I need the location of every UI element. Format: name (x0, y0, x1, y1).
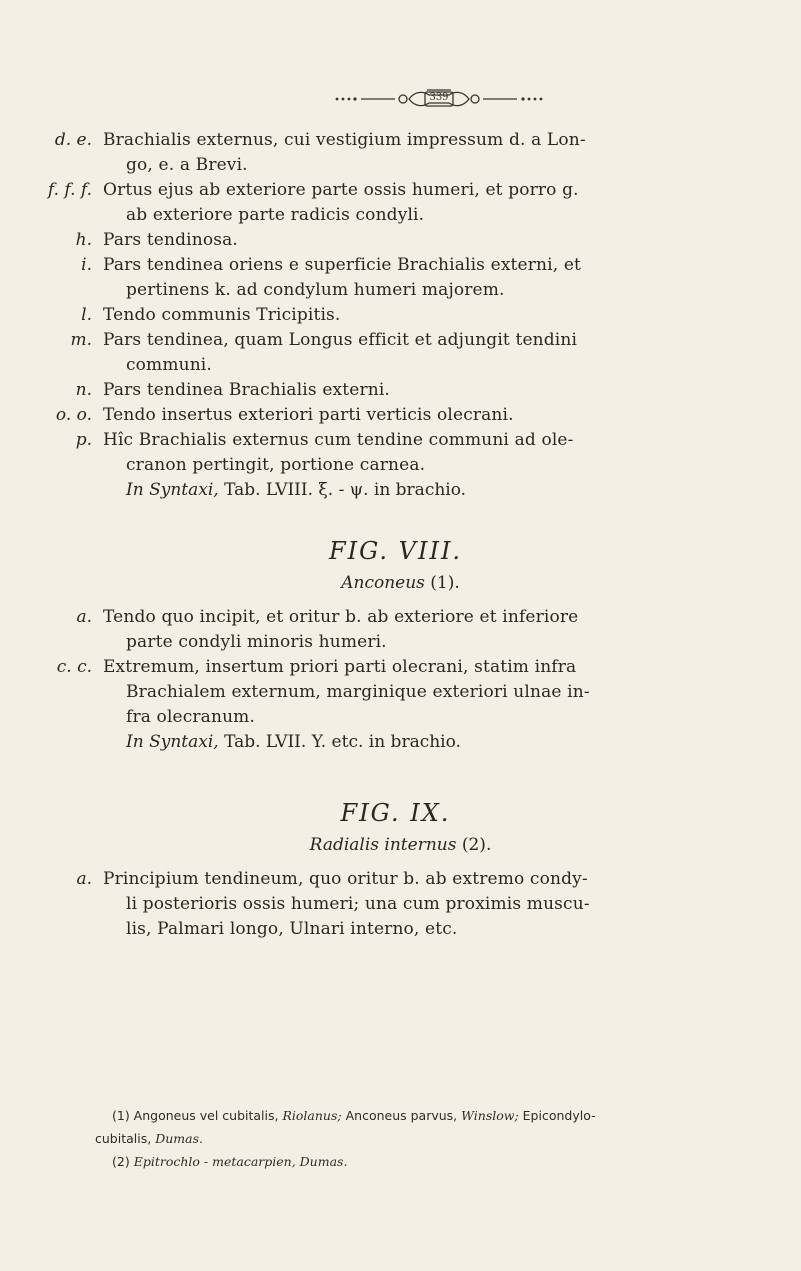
figure-title: FIG. VIII. (328, 537, 463, 565)
syntax-reference: In Syntaxi, Tab. LVII. Y. etc. in brachio. (126, 732, 461, 752)
legend-entry (0, 328, 801, 378)
syntax-reference: In Syntaxi, Tab. LVIII. ξ. - ψ. in brachio. (126, 480, 467, 500)
entry-label: c. c. (56, 657, 92, 677)
legend-entry (0, 253, 801, 303)
entry-label: h. (75, 230, 92, 250)
entry-text: Principium tendineum, quo oritur b. ab extremo condy- li posterioris ossis humeri; una cum proximis muscu- lis, Palmari longo, Ulnari interno, etc. (103, 869, 590, 939)
entry-text: Hîc Brachialis externus cum tendine communi ad ole- cranon pertingit, portione carnea. (103, 430, 574, 475)
figure-title: FIG. IX. (340, 799, 451, 827)
figure-subtitle: Anconeus (1). (341, 573, 460, 593)
legend-section (0, 128, 801, 942)
entry-label: l. (81, 305, 92, 325)
running-head-ornament (333, 82, 545, 116)
legend-entry (0, 867, 801, 942)
page-number: 339 (429, 92, 449, 103)
legend-entry (0, 128, 801, 178)
legend-entry (0, 378, 801, 403)
entry-label: i. (81, 255, 92, 275)
entry-label: d. e. (54, 130, 92, 150)
entry-text: Ortus ejus ab exteriore parte ossis humeri, et porro g. ab exteriore parte radicis condyli. (103, 180, 579, 225)
entry-text: Pars tendinea, quam Longus efficit et adjungit tendini communi. (103, 330, 578, 375)
legend-entry (0, 655, 801, 730)
entry-label: a. (76, 869, 92, 889)
entry-label: p. (75, 430, 92, 450)
entry-text: Tendo communis Tricipitis. (103, 305, 341, 325)
entry-text: Pars tendinea Brachialis externi. (103, 380, 390, 400)
entry-text: Pars tendinosa. (103, 230, 238, 250)
legend-entry (0, 428, 801, 478)
entry-text: Tendo insertus exteriori parti verticis olecrani. (103, 405, 514, 425)
footnote-2: (2) Epitrochlo - metacarpien, Dumas. (112, 1154, 348, 1169)
footnotes (95, 1104, 712, 1173)
entry-label: n. (75, 380, 92, 400)
entry-text: Brachialis externus, cui vestigium impressum d. a Lon- go, e. a Brevi. (103, 130, 586, 175)
entry-label: o. o. (55, 405, 92, 425)
entry-label: a. (76, 607, 92, 627)
entry-text: Pars tendinea oriens e superficie Brachialis externi, et pertinens k. ad condylum humeri majorem. (103, 255, 582, 300)
legend-entry (0, 303, 801, 328)
figure-subtitle: Radialis internus (2). (309, 835, 492, 855)
footnote-1: (1) Angoneus vel cubitalis, Riolanus; Anconeus parvus, Winslow; Epicondylo- (112, 1108, 596, 1123)
footnote-1-continued: cubitalis, Dumas. (95, 1131, 203, 1146)
legend-entry (0, 605, 801, 655)
legend-entry (0, 403, 801, 428)
entry-text: Tendo quo incipit, et oritur b. ab exteriore et inferiore parte condyli minoris humeri. (103, 607, 579, 652)
entry-label: f. f. f. (47, 180, 92, 200)
legend-entry (0, 228, 801, 253)
legend-entry (0, 178, 801, 228)
entry-label: m. (70, 330, 92, 350)
entry-text: Extremum, insertum priori parti olecrani, statim infra Brachialem externum, marginique exteriori ulnae in- fra olecranum. (103, 657, 590, 727)
